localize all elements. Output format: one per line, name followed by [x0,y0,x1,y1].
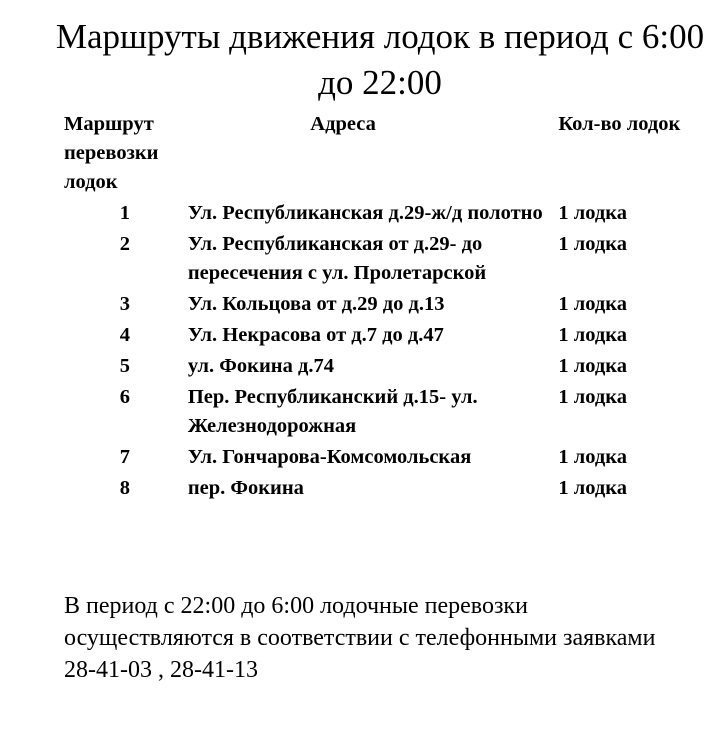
table-header-row [64,110,720,197]
boat-count: 1 лодка [558,386,627,408]
table-row [64,474,720,505]
table-row [64,352,720,383]
route-number: 4 [119,324,131,346]
table-row [64,197,720,230]
boat-count: 1 лодка [558,233,627,255]
route-number: 6 [119,386,131,408]
route-address: Ул. Гончарова-Комсомольская [187,446,472,468]
route-address: пер. Фокина [187,477,304,499]
boat-count: 1 лодка [558,293,627,315]
route-number: 5 [119,355,131,377]
route-number: 2 [119,233,131,255]
route-number: 7 [119,446,131,468]
boat-count: 1 лодка [558,446,627,468]
table-row [64,383,720,443]
route-number: 1 [119,202,131,224]
header-addresses: Адреса [310,113,376,135]
boat-count: 1 лодка [558,202,627,224]
routes-table [64,110,720,505]
page-title: Маршруты движения лодок в период с 6:00 до 22:00 [55,17,705,102]
header-boat-count: Кол-во лодок [558,113,681,135]
table-row [64,230,720,290]
route-number: 8 [119,477,131,499]
route-address: Ул. Республиканская от д.29- до пересечения с ул. Пролетарской [187,233,487,284]
header-route: Маршрут перевозки лодок [64,113,159,193]
table-row [64,321,720,352]
route-address: ул. Фокина д.74 [187,355,334,377]
night-service-note: В период с 22:00 до 6:00 лодочные перевозки осуществляются в соответствии с телефонными заявками 28-41-03 , 28-41-13 [64,593,656,683]
route-address: Ул. Некрасова от д.7 до д.47 [187,324,444,346]
boat-count: 1 лодка [558,324,627,346]
table-row [64,443,720,474]
boat-count: 1 лодка [558,355,627,377]
boat-count: 1 лодка [558,477,627,499]
route-address: Ул. Кольцова от д.29 до д.13 [187,293,445,315]
route-address: Ул. Республиканская д.29-ж/д полотно [187,202,543,224]
route-number: 3 [119,293,131,315]
route-address: Пер. Республиканский д.15- ул. Железнодорожная [187,386,478,437]
table-row [64,290,720,321]
